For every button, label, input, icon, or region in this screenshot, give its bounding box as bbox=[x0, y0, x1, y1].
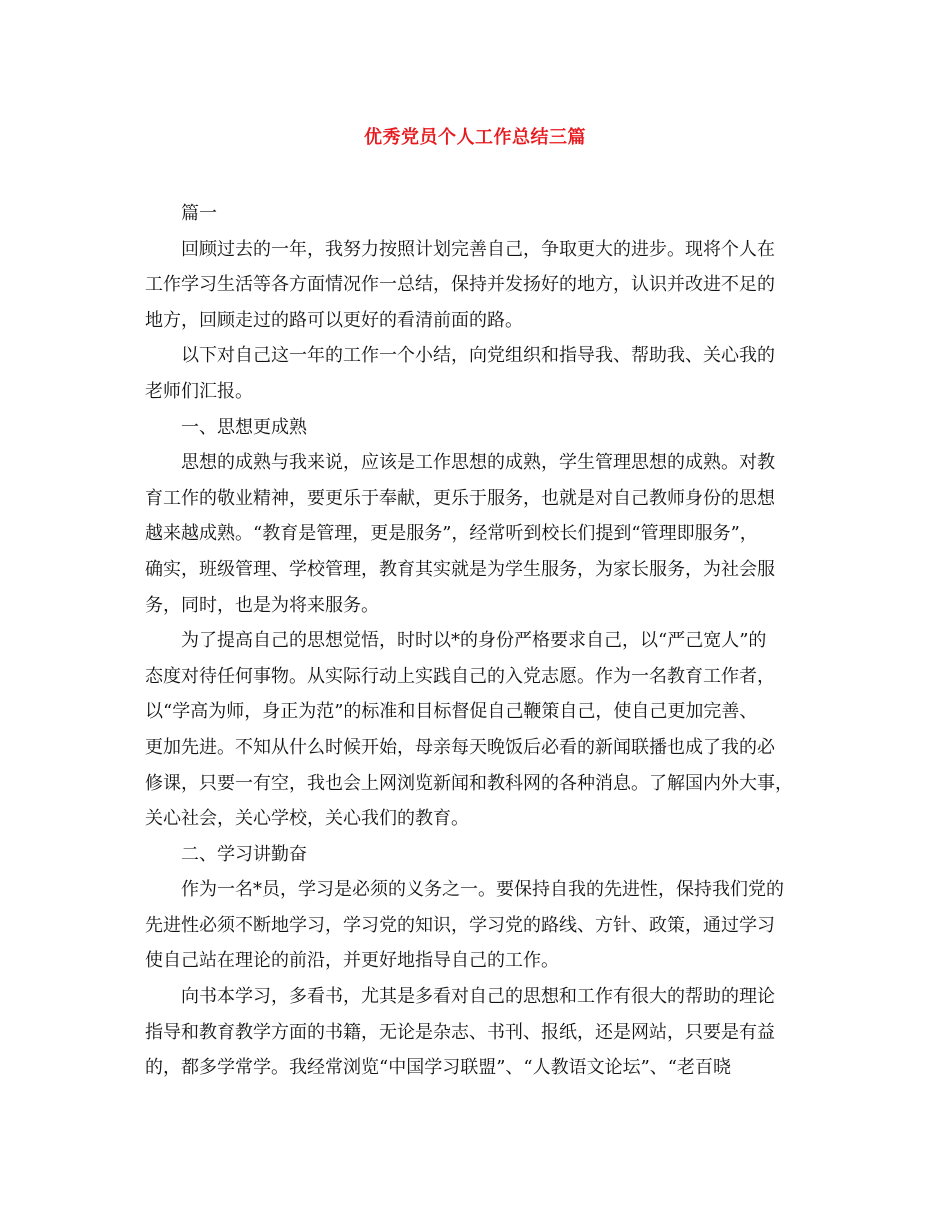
text-line: 指导和教育教学方面的书籍，无论是杂志、书刊、报纸，还是网站，只要是有益 bbox=[145, 1021, 775, 1043]
document-body bbox=[145, 196, 807, 1086]
text-line: 老师们汇报。 bbox=[145, 380, 253, 402]
text-line: 篇一 bbox=[181, 203, 217, 224]
text-line: 的，都多学常学。我经常浏览“中国学习联盟”、“人教语文论坛”、“老百晓 bbox=[145, 1057, 732, 1079]
text-line: 更加先进。不知从什么时候开始，母亲每天晚饭后必看的新闻联播也成了我的必 bbox=[145, 736, 775, 758]
text-line: 向书本学习，多看书，尤其是多看对自己的思想和工作有很大的帮助的理论 bbox=[181, 986, 775, 1008]
text-line: 作为一名*员，学习是必须的义务之一。要保持自我的先进性，保持我们党的 bbox=[181, 879, 784, 901]
text-line: 以“学高为师，身正为范”的标准和目标督促自己鞭策自己，使自己更加完善、 bbox=[145, 701, 758, 723]
text-line: 二、学习讲勤奋 bbox=[181, 843, 307, 865]
text-line: 修课，只要一有空，我也会上网浏览新闻和教科网的各种消息。了解国内外大事， bbox=[145, 772, 793, 794]
text-line: 使自己站在理论的前沿，并更好地指导自己的工作。 bbox=[145, 950, 559, 972]
document-title: 优秀党员个人工作总结三篇 bbox=[364, 127, 586, 148]
text-line: 一、思想更成熟 bbox=[181, 416, 307, 438]
text-line: 务，同时，也是为将来服务。 bbox=[145, 594, 379, 616]
text-line: 回顾过去的一年，我努力按照计划完善自己，争取更大的进步。现将个人在 bbox=[181, 238, 775, 260]
text-line: 确实，班级管理、学校管理，教育其实就是为学生服务，为家长服务，为社会服 bbox=[145, 558, 775, 580]
text-line: 先进性必须不断地学习，学习党的知识，学习党的路线、方针、政策，通过学习 bbox=[145, 914, 775, 936]
text-line: 关心社会，关心学校，关心我们的教育。 bbox=[145, 808, 469, 830]
text-line: 工作学习生活等各方面情况作一总结，保持并发扬好的地方，认识并改进不足的 bbox=[145, 274, 775, 296]
text-line: 思想的成熟与我来说，应该是工作思想的成熟，学生管理思想的成熟。对教 bbox=[181, 452, 775, 474]
text-line: 越来越成熟。“教育是管理，更是服务”，经常听到校长们提到“管理即服务”， bbox=[145, 523, 758, 545]
text-line: 态度对待任何事物。从实际行动上实践自己的入党志愿。作为一名教育工作者， bbox=[145, 665, 775, 687]
text-line: 地方，回顾走过的路可以更好的看清前面的路。 bbox=[145, 309, 523, 331]
text-line: 为了提高自己的思想觉悟，时时以*的身份严格要求自己，以“严己宽人”的 bbox=[181, 630, 767, 652]
text-line: 育工作的敬业精神，要更乐于奉献，更乐于服务，也就是对自己教师身份的思想 bbox=[145, 487, 775, 509]
text-line: 以下对自己这一年的工作一个小结，向党组织和指导我、帮助我、关心我的 bbox=[181, 345, 775, 367]
